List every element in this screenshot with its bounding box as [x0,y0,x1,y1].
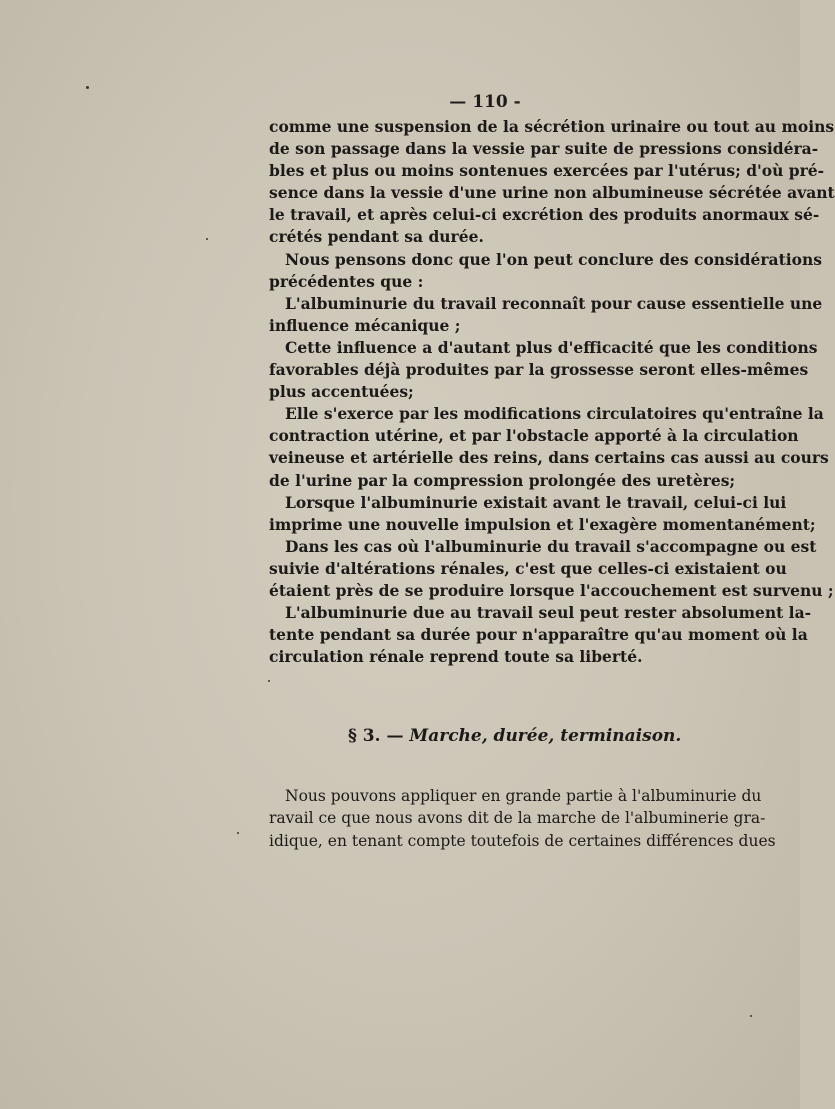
text-line: influence mécanique ; [269,315,461,335]
text-line: Dans les cas où l'albuminurie du travail s'accompagne ou est [285,536,817,556]
page-number: — 110 - [449,92,521,112]
text-line: le travail, et après celui-ci excrétion des produits anormaux sé- [269,205,820,225]
text-line: contraction utérine, et par l'obstacle apporté à la circulation [269,426,799,446]
text-line: imprime une nouvelle impulsion et l'exagère momentanément; [269,514,816,534]
text-line: Cette influence a d'autant plus d'efficacité que les conditions [285,337,818,357]
section-text-block [269,785,776,852]
text-line: de l'urine par la compression prolongée des uretères; [269,470,736,490]
paragraph-latent [269,602,812,668]
text-line: circulation rénale reprend toute sa liberté. [269,647,643,667]
paragraph-continuation [269,116,835,249]
text-line: sence dans la vessie d'une urine non albumineuse sécrétée avant [269,183,835,203]
paper-speck [268,680,270,682]
text-line: de son passage dans la vessie par suite de pressions considéra- [269,139,819,159]
paragraph-conclusion-intro [269,249,822,293]
section-title: Marche, durée, terminaison. [409,726,682,746]
text-line: crétés pendant sa durée. [269,227,484,247]
text-line: étaient près de se produire lorsque l'accouchement est survenu ; [269,580,834,600]
text-line: L'albuminurie du travail reconnaît pour cause essentielle une [285,293,823,313]
paragraph-prior-albuminuria [269,492,816,536]
paragraph-influence [269,337,818,403]
text-line: idique, en tenant compte toutefois de certaines différences dues [269,831,776,850]
text-line: Nous pensons donc que l'on peut conclure des considérations [285,249,822,269]
text-line: ravail ce que nous avons dit de la marche de l'albuminerie gra- [269,809,766,828]
text-line: tente pendant sa durée pour n'apparaître qu'au moment où la [269,625,808,645]
paper-speck [206,238,208,240]
text-line: veineuse et artérielle des reins, dans certains cas aussi au cours [269,448,829,468]
section-heading [348,726,681,746]
text-line: suivie d'altérations rénales, c'est que celles-ci existaient ou [269,558,787,578]
text-line: Lorsque l'albuminurie existait avant le travail, celui-ci lui [285,492,787,512]
section-number: § 3. — [348,726,404,746]
text-line: L'albuminurie due au travail seul peut rester absolument la- [285,603,812,623]
text-line: précédentes que : [269,271,424,291]
paper-speck [86,86,89,89]
paragraph-mechanical-cause [269,293,823,337]
paper-speck [237,832,239,834]
text-line: Elle s'exerce par les modifications circulatoires qu'entraîne la [285,404,824,424]
text-line: favorables déjà produites par la grossesse seront elles-mêmes [269,360,809,380]
text-line: Nous pouvons appliquer en grande partie à l'albuminurie du [285,787,762,805]
text-line: plus accentuées; [269,382,414,402]
paper-speck [750,1015,752,1017]
text-line: comme une suspension de la sécrétion urinaire ou tout au moins [269,117,835,136]
main-text-block [269,116,835,668]
text-line: bles et plus ou moins sontenues exercées par l'utérus; d'où pré- [269,161,825,181]
paragraph-circulation [269,403,829,491]
paragraph-renal-alterations [269,536,834,602]
